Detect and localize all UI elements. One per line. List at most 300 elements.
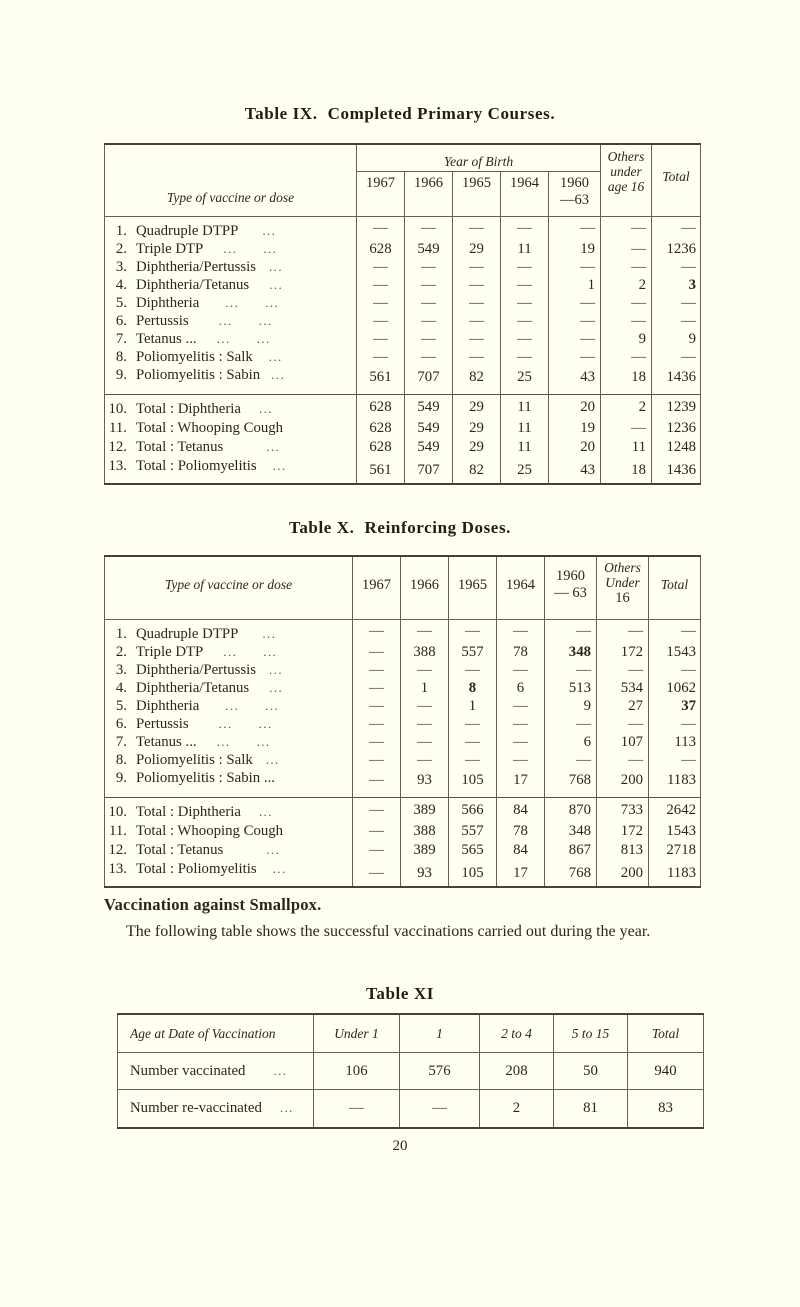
cell-value: —: [628, 661, 643, 678]
cell-value: —: [517, 220, 532, 237]
cell-total: 1062: [666, 679, 696, 696]
row-label: Total : Poliomyelitis: [136, 458, 257, 475]
row-index: 6.: [115, 312, 127, 329]
cell-value: 81: [583, 1100, 598, 1117]
cell-value: —: [465, 623, 480, 640]
cell-value: 557: [461, 643, 484, 660]
cell-value: —: [513, 715, 528, 732]
table-9-caption-title: Completed Primary Courses.: [327, 104, 556, 123]
cell-value: —: [465, 715, 480, 732]
cell-value: 534: [620, 679, 643, 696]
cell-value: 17: [513, 771, 528, 788]
cell-value: 105: [461, 864, 484, 881]
cell-value: —: [580, 330, 596, 347]
table-row-total: [105, 841, 701, 860]
table-row: [105, 217, 701, 241]
cell-value: 549: [417, 420, 440, 437]
cell-value: —: [373, 276, 388, 293]
cell-value: —: [421, 348, 436, 365]
cell-value: —: [369, 623, 384, 640]
row-leader: ...: [258, 401, 273, 417]
table-row: [105, 330, 701, 348]
row-label: Diphtheria: [136, 294, 200, 311]
table-row: [105, 751, 701, 769]
row-leader: ...: [269, 276, 284, 292]
table-10-caption-label: Table X.: [288, 518, 355, 537]
table-9-header-group-row: [105, 144, 701, 172]
cell-value: —: [369, 751, 384, 768]
cell-total: —: [681, 258, 697, 275]
cell-value: —: [628, 715, 643, 732]
cell-total: —: [681, 715, 696, 732]
cell-total: 2642: [666, 801, 696, 818]
table-row: [105, 348, 701, 366]
row-leader-mid: ...: [216, 330, 231, 346]
table-row: [105, 679, 701, 697]
table-row-total: [105, 438, 701, 457]
table-10-header-row: [105, 556, 701, 613]
table-10-others-line-3: 16: [615, 590, 630, 607]
cell-value: —: [369, 801, 384, 818]
cell-value: —: [631, 420, 647, 437]
cell-total: —: [681, 312, 697, 329]
table-9: [104, 143, 701, 485]
cell-value: 43: [580, 368, 596, 385]
row-leader-mid: ...: [223, 240, 238, 256]
row-label: Total : Diphtheria: [136, 401, 241, 418]
row-label: Quadruple DTPP: [136, 625, 239, 642]
row-leader: ...: [273, 1062, 288, 1078]
cell-value: —: [469, 294, 484, 311]
cell-value: 20: [580, 398, 596, 415]
cell-value: 348: [568, 823, 591, 840]
cell-value: 82: [469, 368, 484, 385]
table-11-caption: [0, 984, 800, 1004]
cell-value: —: [469, 312, 484, 329]
smallpox-section-heading: Vaccination against Smallpox.: [104, 895, 322, 914]
cell-value: 93: [417, 864, 432, 881]
row-leader: ...: [265, 697, 280, 713]
cell-total: 3: [688, 276, 697, 293]
cell-value: 11: [517, 240, 532, 257]
cell-value: 940: [654, 1062, 677, 1079]
cell-value: —: [576, 751, 591, 768]
cell-value: 107: [620, 733, 643, 750]
row-index: 3.: [115, 661, 127, 678]
cell-value: —: [631, 348, 647, 365]
cell-total: —: [681, 661, 696, 678]
table-row: [105, 643, 701, 661]
cell-value: 208: [505, 1062, 528, 1079]
row-leader: ...: [258, 804, 273, 820]
table-10-others-line-1: Others: [604, 560, 641, 575]
table-9-year-1966: 1966: [414, 175, 443, 191]
row-leader-mid: ...: [216, 733, 231, 749]
row-index: 13.: [108, 861, 127, 878]
table-row-total: [105, 798, 701, 823]
row-index: 1.: [115, 625, 127, 642]
table-10-caption-title: Reinforcing Doses.: [364, 518, 512, 537]
table-10-total-header: Total: [660, 577, 689, 593]
row-label: Total : Diphtheria: [136, 804, 241, 821]
cell-total: —: [681, 623, 696, 640]
row-leader: ...: [258, 715, 273, 731]
row-label: Total : Poliomyelitis: [136, 861, 257, 878]
cell-value: —: [517, 348, 532, 365]
table-10-year-1966: 1966: [410, 576, 439, 593]
cell-value: 707: [417, 461, 440, 478]
row-index: 2.: [115, 643, 127, 660]
cell-value: —: [469, 258, 484, 275]
table-9-year-range-top: 1960: [560, 175, 590, 191]
cell-value: —: [631, 294, 647, 311]
cell-total: —: [681, 348, 697, 365]
row-leader: ...: [266, 439, 281, 455]
table-row: [118, 1090, 704, 1129]
table-9-others-line-1: Others: [607, 149, 645, 164]
cell-value: 11: [517, 398, 532, 415]
cell-value: 27: [628, 697, 643, 714]
cell-total: 1183: [666, 771, 696, 788]
row-index: 9.: [115, 769, 127, 786]
cell-value: —: [369, 679, 384, 696]
row-label: Poliomyelitis : Sabin: [136, 366, 261, 383]
cell-value: 18: [631, 368, 647, 385]
cell-value: 106: [345, 1062, 368, 1079]
cell-value: 17: [513, 864, 528, 881]
table-10: [104, 555, 701, 888]
row-label: Diphtheria/Pertussis: [136, 258, 257, 275]
table-11-body: [118, 1053, 704, 1129]
table-11-header-age: Age at Date of Vaccination: [130, 1025, 276, 1041]
row-index: 5.: [115, 697, 127, 714]
table-10-year-1967: 1967: [362, 576, 391, 593]
cell-value: 18: [631, 461, 647, 478]
cell-value: —: [580, 258, 596, 275]
cell-value: —: [631, 220, 647, 237]
cell-value: —: [576, 661, 591, 678]
cell-value: 549: [417, 439, 440, 456]
table-row-total: [105, 395, 701, 420]
cell-value: 561: [369, 461, 392, 478]
cell-value: —: [580, 220, 596, 237]
table-row: [105, 697, 701, 715]
cell-total: 1436: [666, 368, 697, 385]
cell-value: —: [513, 661, 528, 678]
row-leader: ...: [272, 458, 287, 474]
row-leader-mid: ...: [218, 715, 233, 731]
cell-value: 6: [516, 679, 525, 696]
table-11-header-total: Total: [651, 1025, 680, 1041]
cell-value: —: [513, 733, 528, 750]
row-leader: ...: [279, 1100, 294, 1116]
cell-value: 566: [461, 801, 484, 818]
cell-value: 628: [369, 240, 392, 257]
row-index: 8.: [115, 751, 127, 768]
row-index: 6.: [115, 715, 127, 732]
table-row: [105, 620, 701, 644]
cell-value: 388: [413, 643, 436, 660]
row-label: Diphtheria/Tetanus: [136, 276, 250, 293]
row-leader: ...: [269, 258, 283, 274]
cell-value: —: [369, 697, 384, 714]
cell-value: 29: [469, 398, 484, 415]
row-label: Diphtheria/Pertussis: [136, 661, 257, 678]
table-9-caption-label: Table IX.: [244, 104, 318, 123]
row-leader: ...: [271, 366, 286, 382]
row-leader: ...: [265, 751, 280, 767]
cell-value: 200: [620, 771, 643, 788]
cell-value: 83: [658, 1100, 673, 1117]
cell-value: 1: [587, 276, 596, 293]
table-10-body: [105, 613, 701, 887]
table-row: [105, 366, 701, 388]
table-10-year-1965: 1965: [458, 576, 487, 593]
cell-value: 388: [413, 823, 436, 840]
cell-value: —: [517, 312, 532, 329]
table-row: [105, 715, 701, 733]
row-leader: ...: [263, 240, 278, 256]
cell-value: —: [369, 771, 384, 788]
cell-value: 19: [580, 240, 596, 257]
table-row-total: [105, 822, 701, 841]
cell-value: —: [417, 751, 432, 768]
cell-value: —: [517, 276, 532, 293]
cell-value: —: [373, 348, 388, 365]
cell-value: —: [369, 715, 384, 732]
cell-value: 513: [568, 679, 591, 696]
table-9-others-line-3: age 16: [607, 179, 645, 195]
table-11-caption-label: Table XI: [366, 984, 434, 1003]
row-index: 8.: [115, 348, 127, 365]
cell-value: 43: [580, 461, 596, 478]
row-label: Quadruple DTPP: [136, 222, 239, 239]
table-11-grid: [117, 1013, 704, 1129]
table-row: [105, 733, 701, 751]
cell-value: —: [469, 330, 484, 347]
table-row: [105, 661, 701, 679]
table-row: [105, 258, 701, 276]
row-leader: ...: [263, 643, 278, 659]
cell-value: —: [373, 312, 388, 329]
page-number: 20: [392, 1138, 408, 1154]
cell-value: 11: [631, 439, 647, 456]
cell-value: —: [421, 258, 436, 275]
cell-value: —: [417, 623, 432, 640]
cell-value: —: [373, 258, 388, 275]
row-label: Pertussis: [136, 715, 189, 732]
row-index: 7.: [115, 330, 127, 347]
cell-total: 2718: [666, 842, 696, 859]
table-9-others-line-2: under: [610, 164, 642, 180]
cell-value: 50: [583, 1062, 598, 1079]
cell-value: 549: [417, 240, 440, 257]
cell-value: —: [576, 623, 591, 640]
cell-value: —: [517, 294, 532, 311]
cell-value: —: [369, 823, 384, 840]
cell-value: —: [349, 1100, 364, 1117]
row-index: 7.: [115, 733, 127, 750]
table-9-year-1965: 1965: [462, 175, 491, 191]
cell-value: 29: [469, 439, 484, 456]
row-label: Total : Whooping Cough: [136, 823, 284, 840]
cell-total: 1236: [666, 240, 697, 257]
cell-value: 565: [461, 842, 484, 859]
cell-value: 576: [428, 1062, 451, 1079]
table-10-year-range-bottom: — 63: [554, 585, 587, 601]
row-leader: ...: [266, 842, 281, 858]
table-9-year-1964: 1964: [510, 175, 539, 191]
row-label: Tetanus ...: [136, 733, 197, 750]
row-leader-mid: ...: [225, 697, 240, 713]
cell-total: 37: [681, 697, 696, 714]
table-9-total-header: Total: [662, 169, 690, 185]
cell-value: 2: [512, 1100, 521, 1117]
row-label: Number vaccinated: [130, 1062, 246, 1079]
cell-value: —: [517, 258, 532, 275]
cell-value: 78: [513, 643, 528, 660]
cell-value: —: [421, 330, 436, 347]
row-index: 3.: [115, 258, 127, 275]
table-9-year-range-bottom: —63: [560, 192, 590, 208]
cell-value: —: [631, 240, 647, 257]
cell-value: 6: [583, 733, 591, 750]
row-index: 4.: [115, 679, 127, 696]
cell-total: 1183: [666, 864, 696, 881]
table-9-caption: [0, 104, 800, 124]
cell-value: —: [580, 294, 596, 311]
cell-value: 867: [568, 842, 591, 859]
cell-value: 82: [469, 461, 484, 478]
cell-value: 628: [369, 439, 392, 456]
table-10-year-1964: 1964: [506, 576, 535, 593]
cell-value: —: [465, 751, 480, 768]
row-label: Triple DTP: [136, 643, 204, 660]
table-11-header-1: 1: [436, 1025, 443, 1041]
cell-value: —: [369, 864, 384, 881]
row-index: 5.: [115, 294, 127, 311]
cell-value: 1: [420, 679, 429, 696]
cell-value: —: [513, 697, 528, 714]
row-leader: ...: [262, 625, 277, 641]
table-row: [105, 294, 701, 312]
row-leader: ...: [269, 679, 284, 695]
row-leader: ...: [262, 222, 277, 238]
cell-total: 1239: [666, 398, 697, 415]
cell-value: —: [576, 715, 591, 732]
row-leader-mid: ...: [223, 643, 238, 659]
cell-value: 549: [417, 398, 440, 415]
table-row-total: [105, 457, 701, 484]
cell-value: 29: [469, 240, 484, 257]
cell-value: —: [373, 294, 388, 311]
row-leader: ...: [265, 294, 280, 310]
cell-value: —: [631, 312, 647, 329]
cell-value: 11: [517, 439, 532, 456]
row-leader: ...: [258, 312, 273, 328]
cell-value: 93: [417, 771, 432, 788]
row-label: Number re-vaccinated: [130, 1100, 262, 1117]
table-row: [105, 276, 701, 294]
cell-value: 2: [638, 276, 647, 293]
table-10-year-range-top: 1960: [556, 568, 585, 584]
row-index: 11.: [109, 823, 127, 840]
cell-value: —: [369, 842, 384, 859]
table-row: [105, 240, 701, 258]
cell-value: —: [417, 733, 432, 750]
table-9-spacer-row: [105, 209, 701, 217]
cell-value: —: [465, 661, 480, 678]
row-label: Pertussis: [136, 312, 189, 329]
cell-value: —: [417, 697, 432, 714]
cell-value: 9: [638, 330, 647, 347]
cell-value: —: [631, 258, 647, 275]
cell-value: 628: [369, 420, 392, 437]
row-index: 1.: [115, 222, 127, 239]
cell-value: 561: [369, 368, 392, 385]
row-leader: ...: [272, 861, 287, 877]
table-row: [105, 312, 701, 330]
cell-value: —: [580, 348, 596, 365]
cell-value: 389: [413, 842, 436, 859]
table-row-total: [105, 419, 701, 438]
cell-value: —: [513, 623, 528, 640]
cell-value: 8: [468, 679, 477, 696]
cell-value: —: [421, 276, 436, 293]
cell-value: —: [369, 643, 384, 660]
cell-total: 1436: [666, 461, 697, 478]
cell-value: 11: [517, 420, 532, 437]
row-index: 10.: [108, 401, 127, 418]
cell-value: 84: [513, 801, 528, 818]
table-10-stub-header: Type of vaccine or dose: [164, 577, 293, 593]
row-label: Total : Tetanus: [136, 842, 224, 859]
cell-value: —: [432, 1100, 447, 1117]
cell-value: 1: [468, 697, 477, 714]
cell-value: —: [580, 312, 596, 329]
cell-value: 200: [620, 864, 643, 881]
row-label: Total : Tetanus: [136, 439, 224, 456]
row-index: 2.: [115, 240, 127, 257]
table-row: [118, 1053, 704, 1090]
row-index: 12.: [108, 439, 127, 456]
table-11-header-5-to-15: 5 to 15: [571, 1025, 610, 1041]
row-leader: ...: [269, 661, 283, 677]
table-9-year-group-header: Year of Birth: [443, 153, 514, 169]
row-label: Poliomyelitis : Sabin ...: [136, 769, 275, 786]
cell-value: —: [421, 220, 436, 237]
table-10-others-line-2: Under: [605, 575, 640, 591]
cell-value: 29: [469, 420, 484, 437]
row-label: Poliomyelitis : Salk: [136, 751, 253, 768]
table-10-grid: [104, 555, 701, 888]
cell-value: —: [469, 220, 484, 237]
cell-value: —: [469, 348, 484, 365]
cell-value: 9: [583, 697, 591, 714]
cell-total: —: [681, 751, 696, 768]
row-label: Diphtheria: [136, 697, 200, 714]
row-leader-mid: ...: [225, 294, 240, 310]
cell-total: —: [681, 220, 697, 237]
cell-value: 25: [517, 461, 532, 478]
table-11-header-row: [118, 1014, 704, 1053]
row-index: 12.: [108, 842, 127, 859]
table-10-caption: [0, 518, 800, 538]
row-leader-mid: ...: [218, 312, 233, 328]
cell-value: 628: [369, 398, 392, 415]
row-label: Poliomyelitis : Salk: [136, 348, 253, 365]
cell-value: —: [369, 733, 384, 750]
